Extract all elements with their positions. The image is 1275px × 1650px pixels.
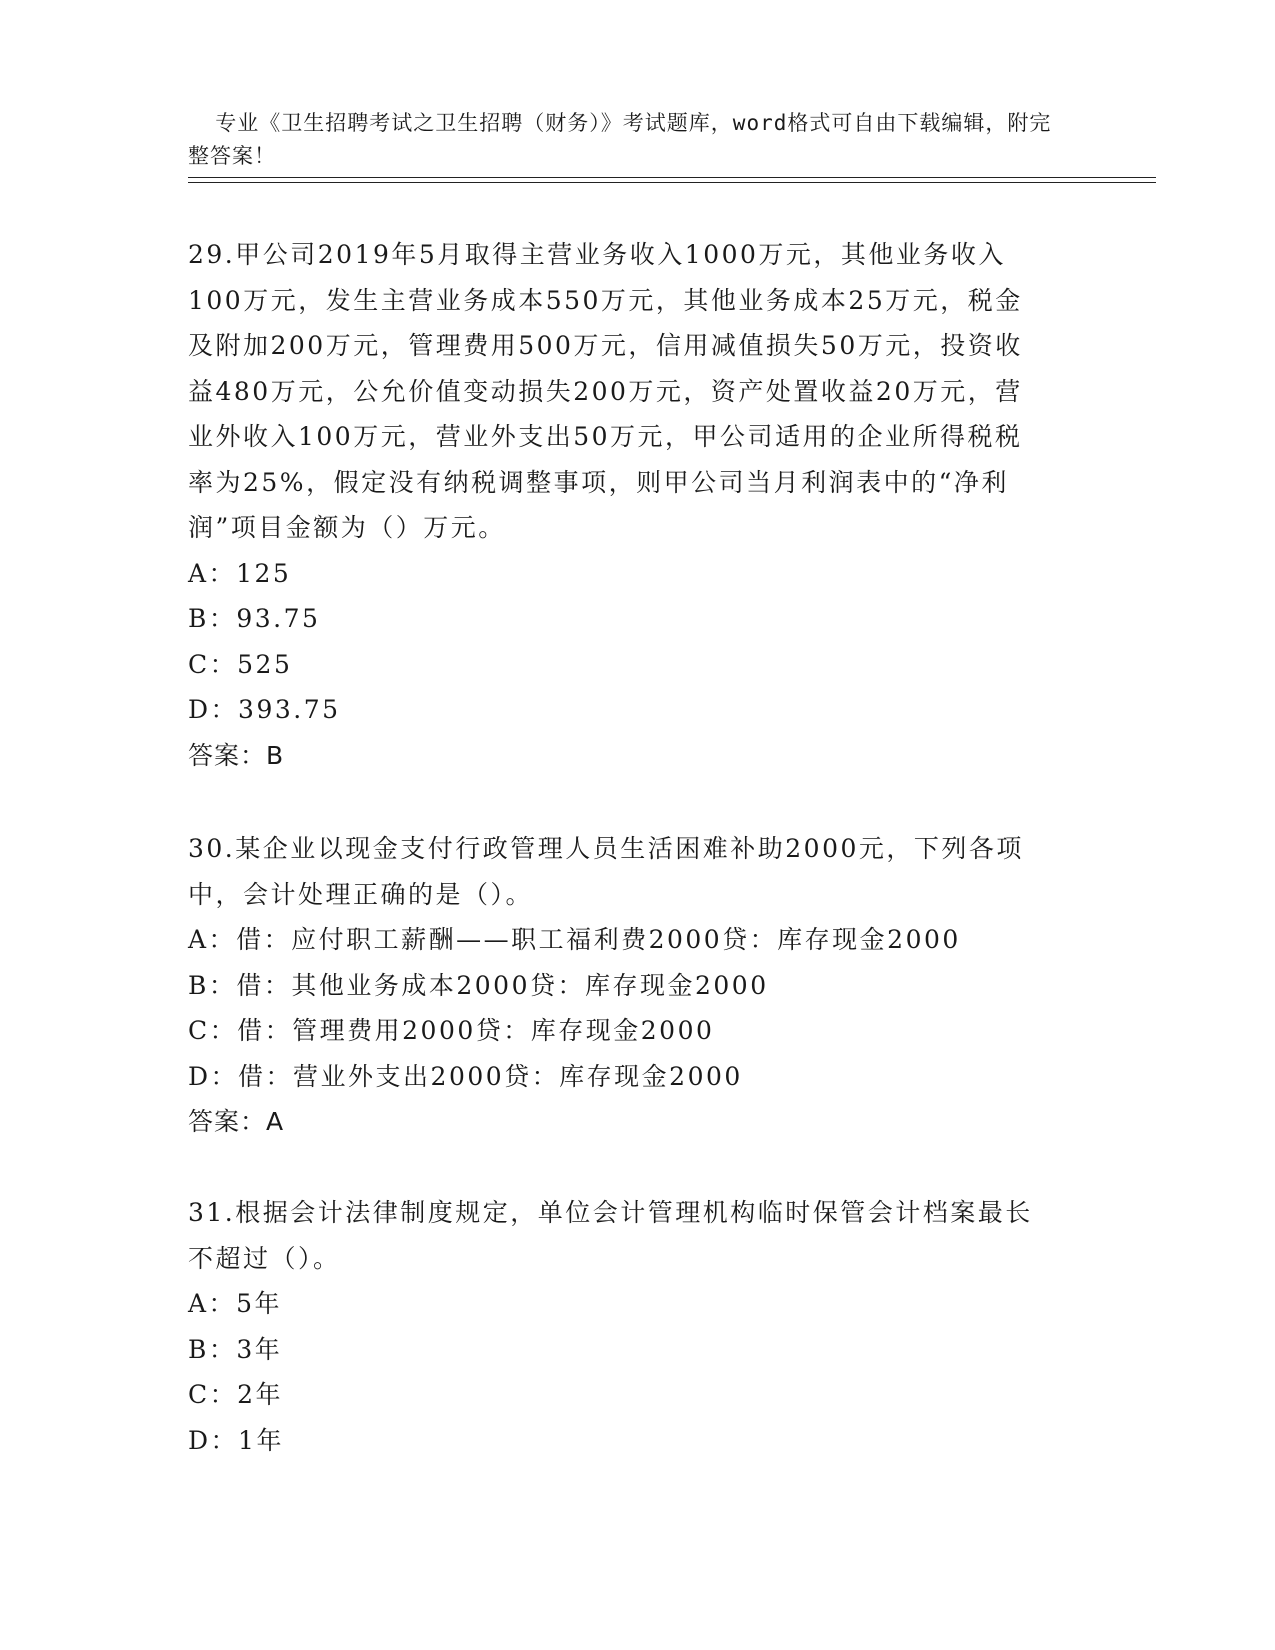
question-30 [188,826,1088,1145]
question-stem-line: 及附加200万元，管理费用500万元，信用减值损失50万元，投资收 [188,331,1023,360]
option-key: A： [188,558,237,588]
option-text: 借：应付职工薪酬——职工福利费2000贷：库存现金2000 [236,925,961,954]
option-key: B： [188,604,237,633]
option-text: 1年 [238,1425,284,1455]
question-stem-line: 率为25%，假定没有纳税调整事项，则甲公司当月利润表中的“净利 [188,467,1009,497]
option-key: D： [188,1061,239,1091]
question-stem-line: 29.甲公司2019年5月取得主营业务收入1000万元，其他业务收入 [188,240,1006,269]
option-key: D： [188,1425,239,1455]
question-stem-line: 31.根据会计法律制度规定，单位会计管理机构临时保管会计档案最长 [188,1198,1033,1227]
header-divider-top [188,177,1156,178]
option-text: 借：营业外支出2000贷：库存现金2000 [238,1061,743,1091]
option-text: 125 [236,558,292,588]
option-key: C： [188,1380,238,1409]
question-stem-line: 不超过（）。 [188,1243,341,1273]
option-text: 3年 [236,1334,283,1364]
option-key: B： [188,1334,237,1364]
option-c [188,1372,1088,1418]
option-key: A： [188,1289,237,1318]
option-key: C： [188,1016,238,1045]
option-key: D： [188,695,239,724]
question-stem-line: 业外收入100万元，营业外支出50万元，甲公司适用的企业所得税税 [188,422,1023,451]
question-stem-line: 30.某企业以现金支付行政管理人员生活困难补助2000元，下列各项 [188,834,1024,863]
option-d [188,1054,1088,1100]
option-text: 5年 [236,1289,282,1318]
option-a [188,1281,1088,1327]
document-header [188,74,1068,173]
option-key: B： [188,970,237,1000]
question-29 [188,232,1088,778]
question-stem-line: 100万元，发生主营业务成本550万元，其他业务成本25万元，税金 [188,285,1023,315]
header-divider-bottom [188,182,1156,183]
option-key: A： [188,925,237,954]
option-d [188,1418,1088,1464]
question-31 [188,1190,1088,1463]
option-text: 93.75 [236,604,321,633]
option-key: C： [188,649,238,679]
option-text: 393.75 [238,695,341,724]
option-text: 借：管理费用2000贷：库存现金2000 [237,1016,715,1045]
answer-text: 答案：B [188,740,285,770]
option-b [188,963,1088,1009]
header-text: 专业《卫生招聘考试之卫生招聘（财务）》考试题库，word格式可自由下载编辑，附完整答案！ [188,111,1052,168]
option-b [188,1327,1088,1373]
option-text: 525 [237,649,293,679]
option-c [188,642,1088,688]
question-stem-line: 润”项目金额为（）万元。 [188,513,506,542]
option-a [188,917,1088,963]
question-stem-line: 中，会计处理正确的是（）。 [188,879,534,909]
option-text: 借：其他业务成本2000贷：库存现金2000 [236,970,769,1000]
option-text: 2年 [237,1380,284,1409]
option-d [188,687,1088,733]
question-stem-line: 益480万元，公允价值变动损失200万元，资产处置收益20万元，营 [188,376,1023,406]
option-a [188,551,1088,597]
option-c [188,1008,1088,1054]
option-b [188,596,1088,642]
answer-text: 答案：A [188,1107,285,1136]
